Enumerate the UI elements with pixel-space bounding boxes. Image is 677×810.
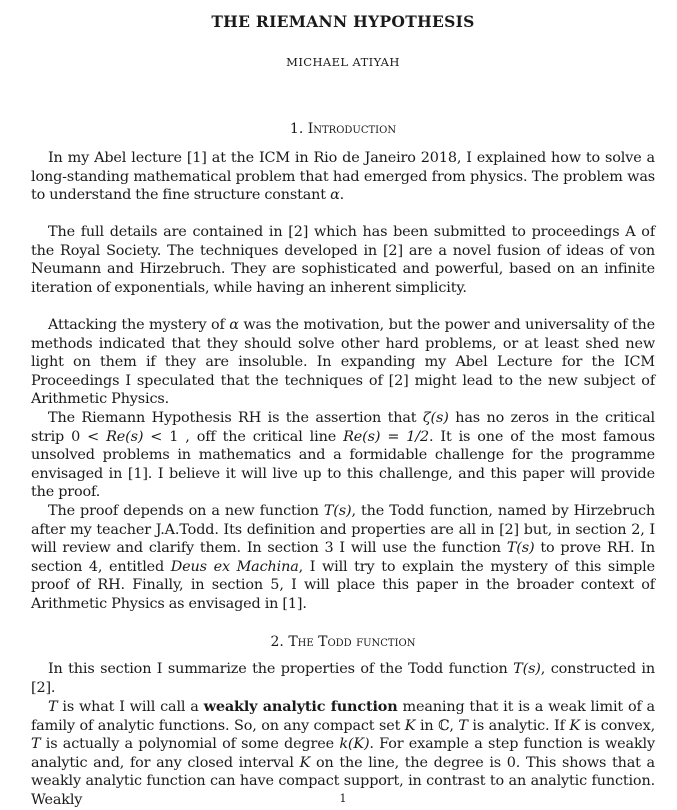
- paragraph-intro-4: [31, 409, 655, 502]
- math-term: α: [330, 187, 340, 204]
- math-term: K: [569, 717, 580, 734]
- paragraph-text: T is what I will call a weakly analytic function meaning that it is a weak limit of a family of analytic functions. So, on any compact set K in ℂ, T is analytic. If K is convex, T is actually a polynomial of some degree k(K). For example a step function is weakly analytic and, for any closed interval K on the line, the degree is 0. This shows that a weakly analytic function can have compact support, in contrast to an analytic function. Weakly: [31, 698, 656, 808]
- paragraph-intro-3: [31, 316, 655, 409]
- paragraph-text: The Riemann Hypothesis RH is the assertion that ζ(s) has no zeros in the critical strip 0 < Re(s) < 1 , off the critical line Re(s) = 1/2. It is one of the most famous unsolved problems in mathematics and a formidable challenge for the programme envisaged in [1]. I believe it will live up to this challenge, and this paper will provide the proof.: [31, 410, 655, 501]
- math-term: T: [31, 736, 41, 753]
- paragraph-todd-1: [31, 660, 655, 697]
- paragraph-text: The proof depends on a new function T(s), the Todd function, named by Hirzebruch after my teacher J.A.Todd. Its definition and properties are all in [2] but, in section 2, I will review and clarify them. In section 3 I will use the function T(s) to prove RH. In section 4, entitled Deus ex Machina, I will try to explain the mystery of this simple proof of RH. Finally, in section 5, I will place this paper in the broader context of Arithmetic Physics as envisaged in [1].: [31, 503, 655, 612]
- paper-page: [31, 0, 655, 810]
- math-term: ζ(s): [422, 410, 449, 426]
- math-term: Re(s) = 1/2: [343, 428, 429, 445]
- paragraph-text: Attacking the mystery of α was the motivation, but the power and universality of the methods indicated that they should solve other hard problems, or at least shed new light on them if they are insoluble. In expanding my Abel Lecture for the ICM Proceedings I speculated that the techniques of [2] might lead to the new subject of Arithmetic Physics.: [31, 317, 655, 408]
- paragraph-text: In my Abel lecture [1] at the ICM in Rio de Janeiro 2018, I explained how to solve a long-standing mathematical problem that had emerged from physics. The problem was to understand the fine structure constant α.: [31, 150, 655, 204]
- page-number: 1: [339, 792, 347, 805]
- math-term: k(K): [339, 736, 370, 753]
- math-term: Deus ex Machina: [170, 558, 299, 575]
- paragraph-text: In this section I summarize the properties of the Todd function T(s), constructed in [2].: [31, 661, 655, 696]
- math-term: T(s): [506, 540, 535, 557]
- section-title: Introduction: [307, 121, 397, 137]
- math-term: T(s): [323, 503, 352, 519]
- paragraph-text: The full details are contained in [2] which has been submitted to proceedings A of the Royal Society. The techniques developed in [2] are a novel fusion of ideas of von Neumann and Hirzebruch. They are sophisticated and powerful, based on an infinite iteration of exponentials, while having an inherent simplicity.: [31, 224, 655, 296]
- math-term: T: [48, 699, 58, 715]
- paragraph-intro-2: [31, 223, 655, 297]
- math-term: Re(s): [106, 428, 144, 445]
- paper-author: MICHAEL ATIYAH: [286, 55, 400, 69]
- section-number: 1.: [289, 121, 304, 137]
- math-term: T(s): [513, 661, 541, 677]
- math-term: K: [299, 754, 311, 771]
- section-title: The Todd function: [288, 634, 416, 650]
- emphasis-bold: weakly analytic function: [203, 698, 398, 715]
- section-number: 2.: [270, 634, 284, 650]
- paragraph-intro-5: [31, 502, 655, 614]
- paragraph-intro-1: [31, 149, 655, 205]
- paper-title: THE RIEMANN HYPOTHESIS: [211, 12, 475, 31]
- math-term: K: [404, 717, 416, 734]
- math-term: T: [458, 717, 468, 734]
- section-heading-todd-function: [31, 634, 655, 650]
- section-heading-introduction: [31, 121, 655, 137]
- math-term: α: [229, 317, 239, 333]
